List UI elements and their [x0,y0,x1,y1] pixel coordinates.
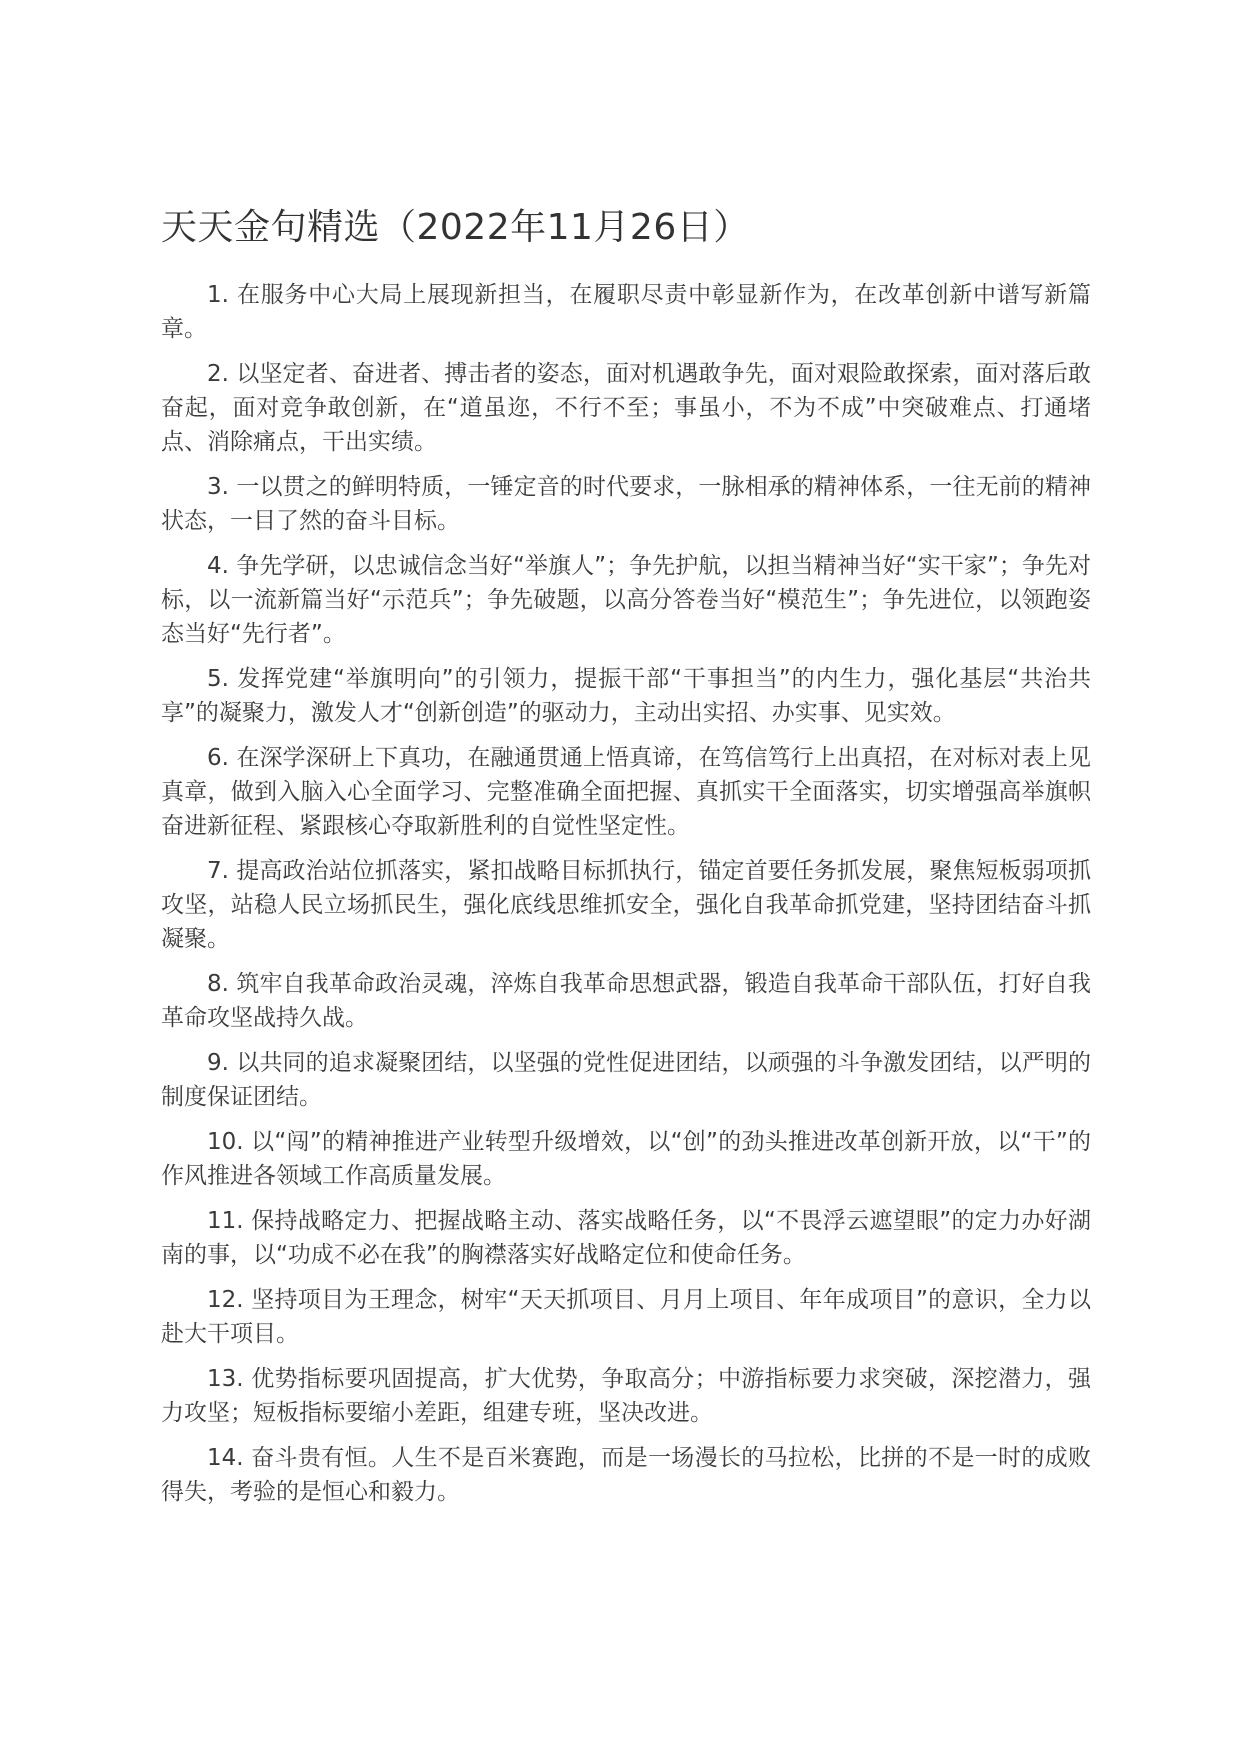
document-page [161,200,1091,1520]
quote-paragraph-7: 7. 提高政治站位抓落实，紧扣战略目标抓执行，锚定首要任务抓发展，聚焦短板弱项抓攻坚，站稳人民立场抓民生，强化底线思维抓安全，强化自我革命抓党建，坚持团结奋斗抓凝聚。 [161,858,1091,952]
quote-paragraph-9: 9. 以共同的追求凝聚团结，以坚强的党性促进团结，以顽强的斗争激发团结，以严明的制度保证团结。 [161,1050,1091,1110]
quote-paragraph-11: 11. 保持战略定力、把握战略主动、落实战略任务，以“不畏浮云遮望眼”的定力办好湖南的事，以“功成不必在我”的胸襟落实好战略定位和使命任务。 [161,1208,1091,1268]
quote-paragraph-14: 14. 奋斗贵有恒。人生不是百米赛跑，而是一场漫长的马拉松，比拼的不是一时的成败得失，考验的是恒心和毅力。 [161,1445,1091,1505]
quote-paragraph-10: 10. 以“闯”的精神推进产业转型升级增效，以“创”的劲头推进改革创新开放，以“干”的作风推进各领域工作高质量发展。 [161,1129,1091,1189]
quote-paragraph-4: 4. 争先学研，以忠诚信念当好“举旗人”；争先护航，以担当精神当好“实干家”；争先对标，以一流新篇当好“示范兵”；争先破题，以高分答卷当好“模范生”；争先进位，以领跑姿态当好“先行者”。 [161,553,1091,647]
quote-paragraph-8: 8. 筑牢自我革命政治灵魂，淬炼自我革命思想武器，锻造自我革命干部队伍，打好自我革命攻坚战持久战。 [161,971,1091,1031]
quote-paragraph-12: 12. 坚持项目为王理念，树牢“天天抓项目、月月上项目、年年成项目”的意识，全力以赴大干项目。 [161,1287,1091,1347]
quote-paragraph-2: 2. 以坚定者、奋进者、搏击者的姿态，面对机遇敢争先，面对艰险敢探索，面对落后敢奋起，面对竞争敢创新，在“道虽迩，不行不至；事虽小，不为不成”中突破难点、打通堵点、消除痛点，干出实绩。 [161,361,1091,455]
quote-paragraph-3: 3. 一以贯之的鲜明特质，一锤定音的时代要求，一脉相承的精神体系，一往无前的精神状态，一目了然的奋斗目标。 [161,474,1091,534]
quote-paragraph-6: 6. 在深学深研上下真功，在融通贯通上悟真谛，在笃信笃行上出真招，在对标对表上见真章，做到入脑入心全面学习、完整准确全面把握、真抓实干全面落实，切实增强高举旗帜奋进新征程、紧跟核心夺取新胜利的自觉性坚定性。 [161,745,1091,839]
quote-paragraph-1: 1. 在服务中心大局上展现新担当，在履职尽责中彰显新作为，在改革创新中谱写新篇章。 [161,282,1091,342]
quote-paragraph-5: 5. 发挥党建“举旗明向”的引领力，提振干部“干事担当”的内生力，强化基层“共治共享”的凝聚力，激发人才“创新创造”的驱动力，主动出实招、办实事、见实效。 [161,666,1091,726]
quote-paragraph-13: 13. 优势指标要巩固提高，扩大优势，争取高分；中游指标要力求突破，深挖潜力，强力攻坚；短板指标要缩小差距，组建专班，坚决改进。 [161,1366,1091,1426]
document-title: 天天金句精选（2022年11月26日） [161,207,750,248]
